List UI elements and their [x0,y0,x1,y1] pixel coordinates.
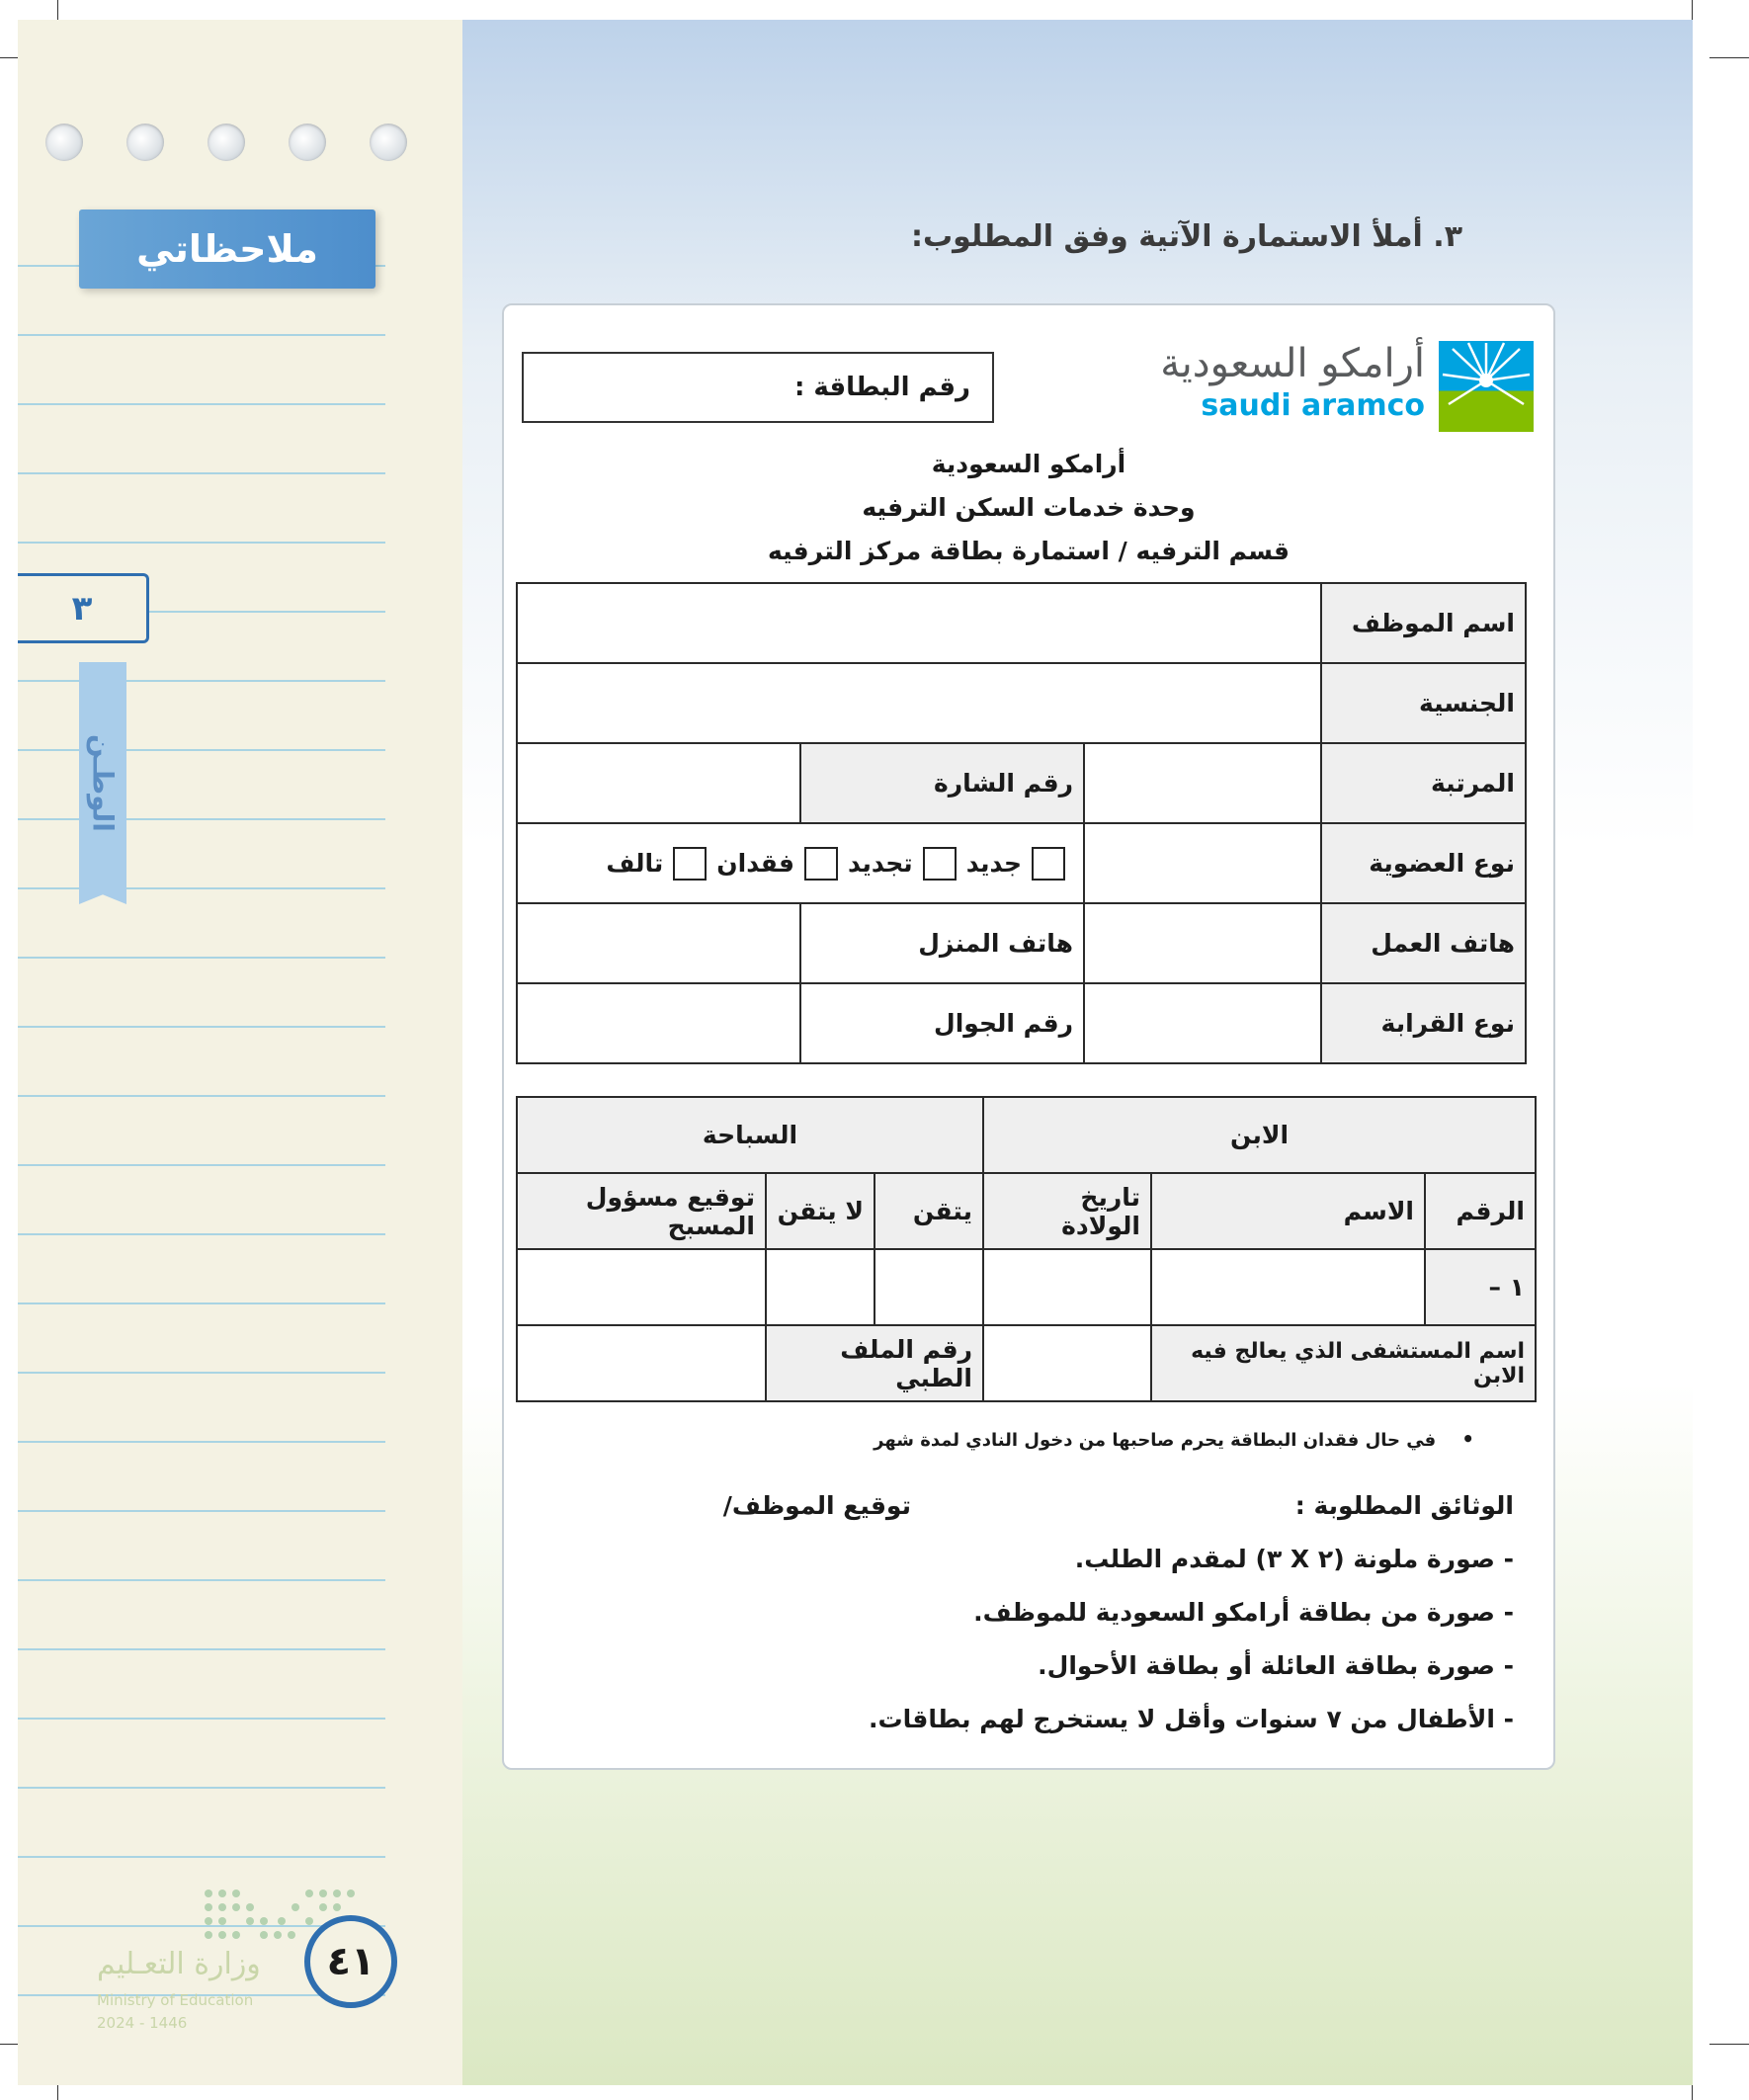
membership-options [517,823,1084,903]
can-swim-input[interactable] [874,1249,983,1325]
note-line [18,1026,385,1028]
birth-date-input[interactable] [983,1249,1151,1325]
unit-title: الوطـن [86,734,120,832]
note-line [18,1095,385,1097]
column-name: الاسم [1151,1173,1425,1249]
hospital-input[interactable] [983,1325,1151,1401]
mobile-number-label: رقم الجوال [800,983,1084,1063]
table-row [517,1325,1536,1401]
badge-number-input[interactable] [517,743,800,823]
document-item: - صورة من بطاقة أرامكو السعودية للموظف. [973,1598,1514,1627]
page-number: ٤١ [304,1915,397,2008]
employee-name-label: اسم الموظف [1321,583,1526,663]
table-row [517,583,1526,663]
table-row [517,983,1526,1063]
employee-name-input[interactable] [517,583,1321,663]
medical-file-input[interactable] [517,1325,766,1401]
relation-type-label: نوع القرابة [1321,983,1526,1063]
table-row [517,1173,1536,1249]
employee-signature-label: توقيع الموظف/ [722,1491,911,1520]
employee-info-table [516,582,1527,1064]
note-line [18,887,385,889]
column-birth-date: تاريخ الولادة [983,1173,1151,1249]
swimming-header: السباحة [517,1097,983,1173]
crop-mark [1709,57,1749,58]
table-row [517,1097,1536,1173]
membership-new-checkbox[interactable] [1032,847,1065,881]
note-line [18,680,385,682]
form-header-department: قسم الترفيه / استمارة بطاقة مركز الترفيه [767,537,1291,565]
son-name-input[interactable] [1151,1249,1425,1325]
pool-signature-input[interactable] [517,1249,766,1325]
note-line [18,472,385,474]
notes-title: ملاحظاتي [79,210,375,289]
notes-column [18,20,462,2085]
nationality-label: الجنسية [1321,663,1526,743]
mobile-number-input[interactable] [517,983,800,1063]
relation-type-input[interactable] [1084,983,1321,1063]
form-header-unit: وحدة خدمات السكن الترفيه [862,493,1196,522]
home-phone-input[interactable] [517,903,800,983]
note-line [18,1441,385,1443]
note-line [18,1648,385,1650]
documents-title: الوثائق المطلوبة : [1294,1491,1514,1520]
note-line [18,1164,385,1166]
son-header: الابن [983,1097,1536,1173]
binder-ring [289,124,326,161]
son-table [516,1096,1537,1402]
note-line [18,818,385,820]
note-line [18,1579,385,1581]
membership-type-input[interactable] [1084,823,1321,903]
rank-input[interactable] [1084,743,1321,823]
note-line [18,957,385,959]
ministry-english: Ministry of Education [97,1991,254,2009]
membership-damaged-label: تالف [606,849,664,878]
membership-renew-checkbox[interactable] [923,847,957,881]
table-row [517,1249,1536,1325]
binder-ring [126,124,164,161]
work-phone-input[interactable] [1084,903,1321,983]
column-can-swim: يتقن [874,1173,983,1249]
form-header-company: أرامكو السعودية [931,450,1126,478]
aramco-star-icon [1439,341,1534,432]
column-pool-signature: توقيع مسؤول المسبح [517,1173,766,1249]
badge-number-label: رقم الشارة [800,743,1084,823]
note-line [18,1233,385,1235]
binder-ring [208,124,245,161]
home-phone-label: هاتف المنزل [800,903,1084,983]
medical-file-label: رقم الملف الطبي [766,1325,983,1401]
aramco-logo-arabic: أرامكو السعودية [1160,341,1425,386]
note-line [18,542,385,544]
membership-type-label: نوع العضوية [1321,823,1526,903]
note-line [18,1302,385,1304]
nationality-input[interactable] [517,663,1321,743]
binder-ring [45,124,83,161]
note-line [18,749,385,751]
card-loss-note: • في حال فقدان البطاقة يحرم صاحبها من دخول النادي لمدة شهر [874,1427,1474,1451]
note-line [18,334,385,336]
question-title: ٣. أملأ الاستمارة الآتية وفق المطلوب: [910,219,1462,254]
aramco-logo [1160,333,1534,432]
table-row [517,743,1526,823]
membership-damaged-checkbox[interactable] [673,847,707,881]
aramco-logo-english: saudi aramco [1201,388,1425,423]
membership-new-label: جديد [965,849,1022,878]
table-row [517,903,1526,983]
note-line [18,1372,385,1374]
document-item: - صورة بطاقة العائلة أو بطاقة الأحوال. [1038,1651,1514,1680]
form-card [502,303,1555,1770]
binder-ring [370,124,407,161]
cannot-swim-input[interactable] [766,1249,874,1325]
column-number: الرقم [1425,1173,1536,1249]
ministry-logo [97,1858,314,2036]
table-row [517,823,1526,903]
note-line [18,1510,385,1512]
membership-lost-checkbox[interactable] [804,847,838,881]
membership-renew-label: تجديد [848,849,913,878]
note-line [18,1718,385,1720]
document-item: - الأطفال من ٧ سنوات وأقل لا يستخرج لهم بطاقات. [869,1705,1514,1733]
row-number: ١ – [1425,1249,1536,1325]
ministry-year: 2024 - 1446 [97,2014,188,2032]
document-item: - صورة ملونة (٢ X ٣) لمقدم الطلب. [1074,1545,1514,1573]
unit-number: ٣ [18,573,149,643]
note-line [18,1787,385,1789]
note-line [18,403,385,405]
crop-mark [1709,2044,1749,2045]
hospital-label: اسم المستشفى الذي يعالج فيه الابن [1151,1325,1536,1401]
membership-lost-label: فقدان [716,849,795,878]
card-number-field[interactable] [522,352,994,423]
rank-label: المرتبة [1321,743,1526,823]
table-row [517,663,1526,743]
aramco-star-burst-icon [1439,341,1534,432]
work-phone-label: هاتف العمل [1321,903,1526,983]
ministry-arabic: وزارة التعـليم [97,1947,261,1981]
card-number-label: رقم البطاقة : [793,373,970,402]
column-cannot-swim: لا يتقن [766,1173,874,1249]
